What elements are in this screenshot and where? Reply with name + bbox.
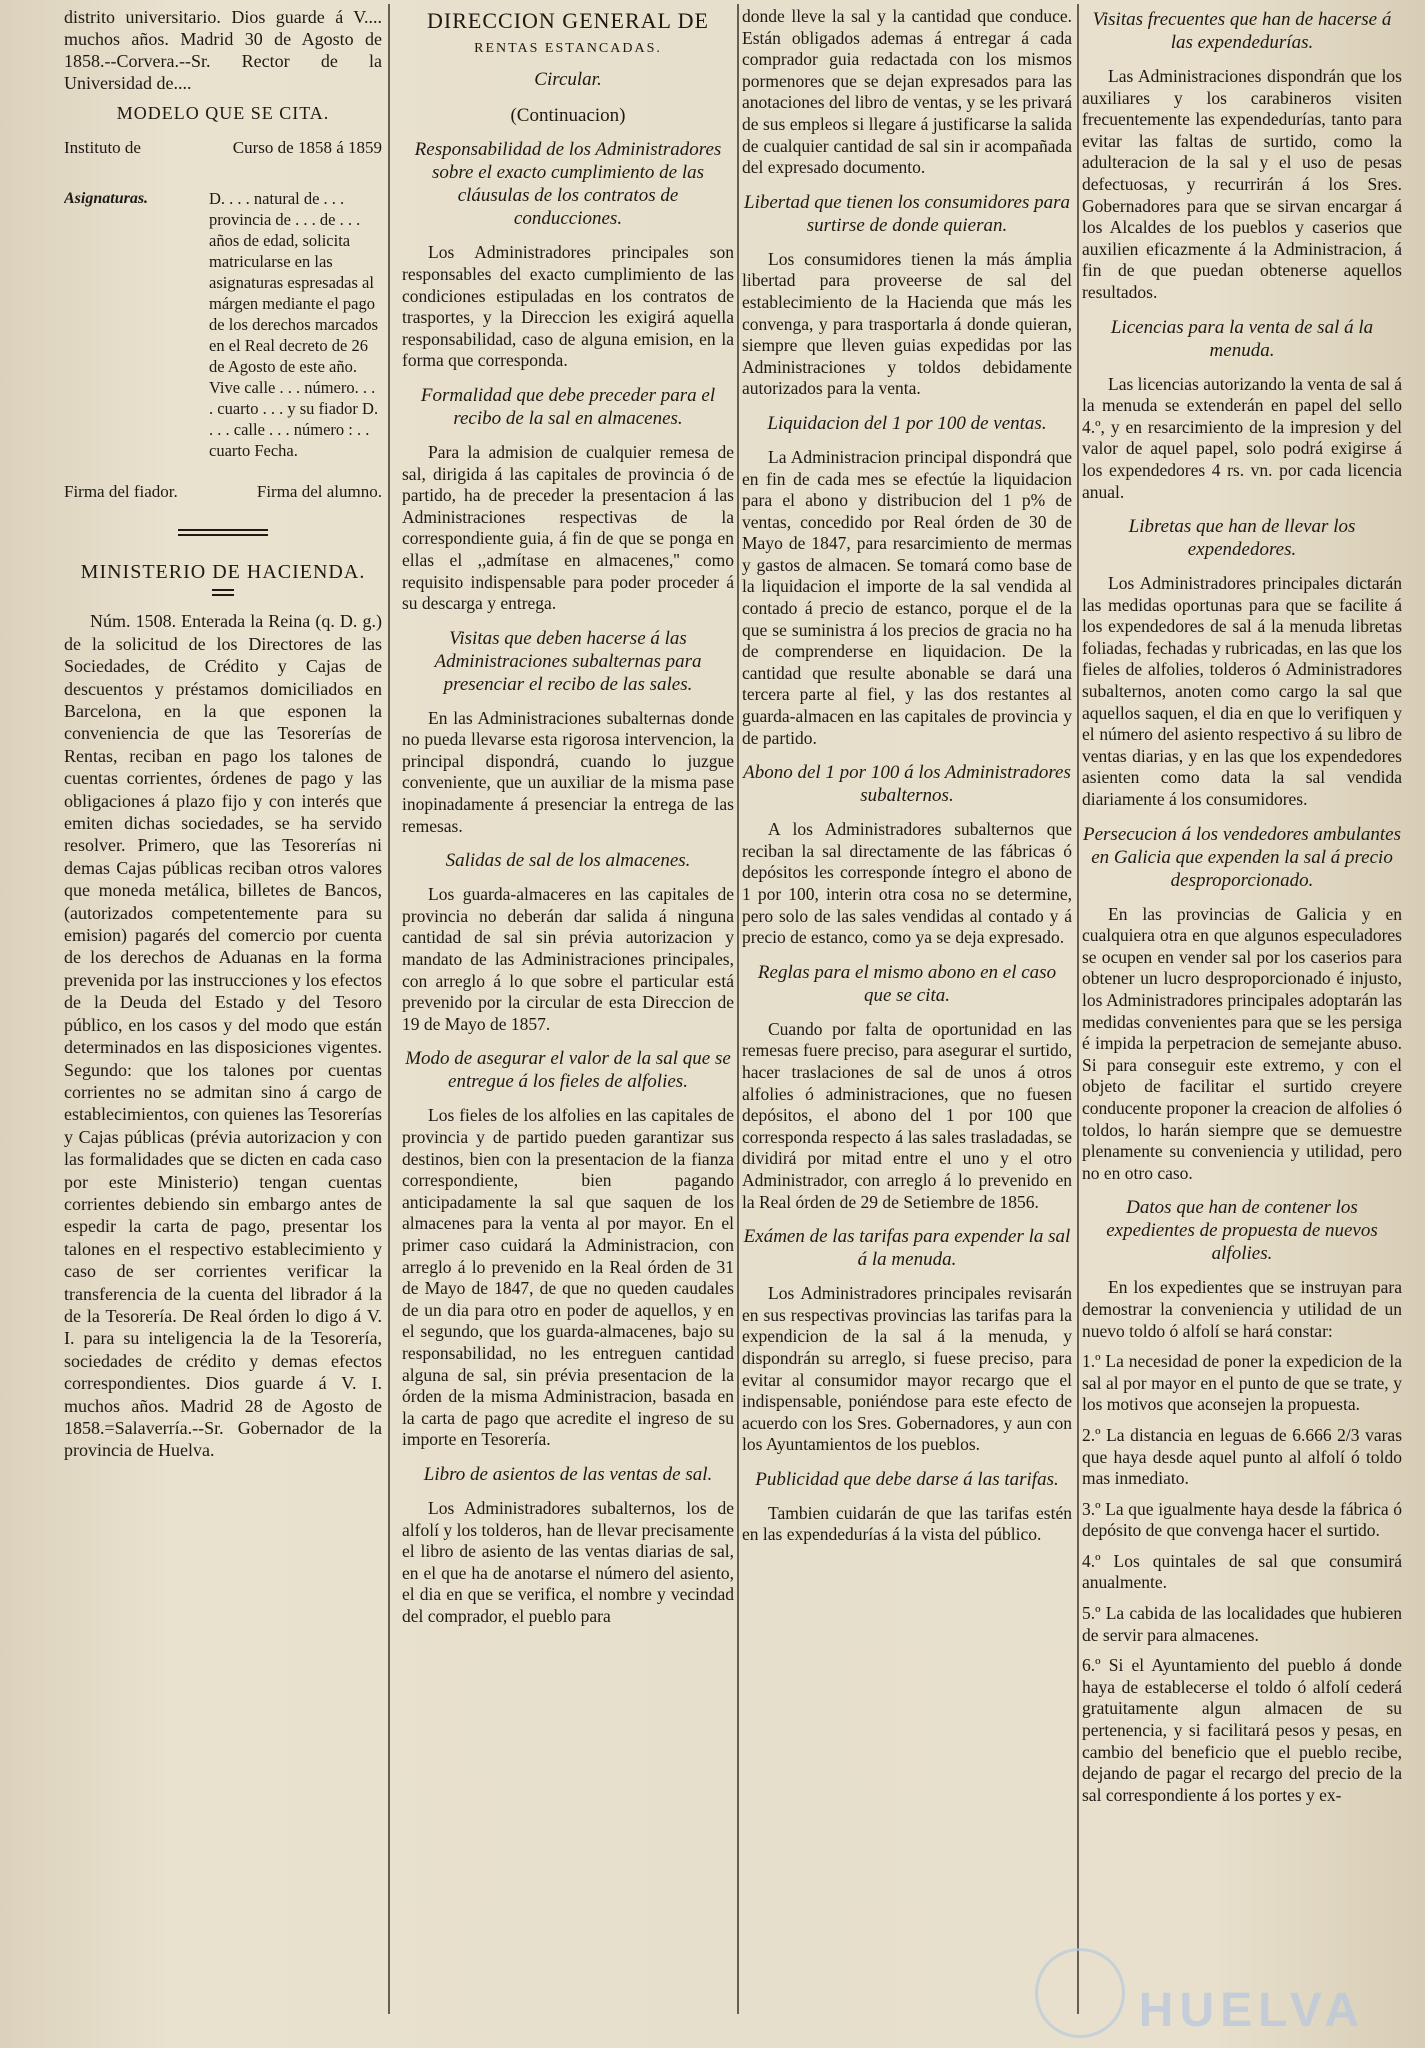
column-4	[1082, 6, 1402, 2036]
col3-heading-3: Abono del 1 por 100 á los Administradores subalternos.	[743, 762, 1071, 807]
col3-paragraph-6: Tambien cuidarán de que las tarifas estén en las expendedurías á la vista del público.	[742, 1502, 1072, 1545]
list-item: 1.º La necesidad de poner la expedicion de la sal al por mayor en el punto de que se trate, y los motivos que aconsejen la propuesta.	[1082, 1351, 1402, 1415]
col1-intro: distrito universitario. Dios guarde á V.... muchos años. Madrid 30 de Agosto de 1858.--Corvera.--Sr. Rector de la Universidad de....	[64, 7, 382, 93]
asignaturas-block	[64, 188, 382, 461]
asignaturas-text: D. . . . natural de . . . provincia de . . . de . . . años de edad, solicita matricularse en las asignaturas espresadas al márgen mediante el pago de los derechos marcados en el Real decreto de 26 de Agosto de este año. Vive calle . . . número. . . . cuarto . . . y su fiador D. . . . calle . . . número : . . cuarto Fecha.	[209, 189, 379, 461]
col3-heading-5: Exámen de las tarifas para expender la sal á la menuda.	[743, 1226, 1071, 1271]
col4-paragraph-2: Los Administradores principales dictarán las medidas oportunas para que se facilite á los expendedores de sal á la menuda libretas foliadas, fechadas y rubricadas, en las que los fieles de alfolies, tolderos ó Administradores subalternos, anoten como cargo la sal que aquellos saquen, el dia en que lo verifiquen y el número del asiento respectivo á su libro de ventas diarias, y en las que los expendedores asienten como data la sal vendida diariamente á los consumidores.	[1082, 573, 1402, 810]
asignaturas-label: Asignaturas.	[64, 190, 149, 208]
firma-fiador: Firma del fiador.	[64, 482, 178, 502]
double-rule	[212, 589, 234, 596]
list-item: 5.º La cabida de las localidades que hubieren de servir para almacenes.	[1082, 1603, 1402, 1645]
col4-heading-2: Libretas que han de llevar los expendedores.	[1128, 516, 1356, 561]
list-item: 6.º Si el Ayuntamiento del pueblo á donde haya de establecerse el toldo ó alfolí cederá gratuitamente algun almacen de su pertenencia, y si facilitará pesos y pesas, en cambio del beneficio que el pueblo recibe, dejando de pagar el recargo del precio de la sal correspondiente á los portes y ex-	[1082, 1655, 1402, 1805]
col2-paragraph-4: Los guarda-almaceres en las capitales de provincia no deberán dar salida á ninguna cantidad de sal sin prévia autorizacion y mandato de las Administraciones principales, con arreglo á lo que sobre el particular está prevenido por la circular de esta Direccion de 19 de Mayo de 1857.	[402, 884, 734, 1034]
column-2	[402, 6, 734, 2036]
col2-paragraph-3: En las Administraciones subalternas donde no pueda llevarse esta rigorosa intervencion, la principal dispondrá, cuando lo juzgue conveniente, que un auxiliar de la misma pase inopinadamente á presenciar la entrega de las remesas.	[402, 707, 734, 836]
col2-heading-4: Salidas de sal de los almacenes.	[445, 850, 691, 872]
col3-paragraph-3: A los Administradores subalternos que reciban la sal directamente de las fábricas ó depósitos les corresponde íntegro el abono de 1 por 100, interin otra cosa no se determine, pero solo de las sales vendidas al contado y á precio de estanco, como ya se deja expresado.	[742, 819, 1072, 948]
col2-heading-6: Libro de asientos de las ventas de sal.	[423, 1463, 713, 1485]
list-item: 3.º La que igualmente haya desde la fábrica ó depósito de que convenga hacer el surtido.	[1082, 1498, 1402, 1541]
firmas-row	[64, 481, 382, 503]
col2-paragraph-6: Los Administradores subalternos, los de alfolí y los tolderos, han de llevar precisamente el libro de asiento de las ventas diarias de sal, en el que ha de anotarse el número del asiento, el dia en que se verifica, el nombre y vecindad del comprador, el pueblo para	[402, 1497, 734, 1626]
instituto-row	[64, 137, 382, 159]
col4-heading-3: Persecucion á los vendedores ambulantes en Galicia que expenden la sal á precio desproporcionado.	[1083, 823, 1401, 891]
modelo-heading: MODELO QUE SE CITA.	[116, 103, 330, 123]
ministerio-heading: MINISTERIO DE HACIENDA.	[80, 560, 366, 583]
list-item: 4.º Los quintales de sal que consumirá anualmente.	[1082, 1550, 1402, 1593]
col4-paragraph-4: En los expedientes que se instruyan para demostrar la conveniencia y utilidad de un nuevo toldo ó alfolí se hará constar:	[1082, 1277, 1402, 1341]
direccion-subtitle: RENTAS ESTANCADAS.	[474, 40, 662, 56]
col4-paragraph-1: Las licencias autorizando la venta de sal á la menuda se extenderán en papel del sello 4.º, y en resarcimiento de la impresion y del valor de aquel papel, solo podrá exigirse á los expendedores 4 rs. vn. por cada licencia anual.	[1082, 373, 1402, 502]
col3-paragraph-2: La Administracion principal dispondrá que en fin de cada mes se efectúe la liquidacion para el abono y distribucion del 1 p% de ventas, concedido por Real órden de 30 de Mayo de 1847, para resarcimiento de mermas y gastos de almacen. Se tomará como base de la liquidacion el importe de la sal vendida al contado á precio de estanco, porque el de la que se suministra á los precios de gracia no ha de comprenderse en liquidacion. De la cantidad que resulte abonable se dará una tercera parte al fiel, y las dos restantes al guarda-almacen en las capitales de provincia y de partido.	[742, 446, 1072, 748]
column-rule-2	[737, 4, 739, 2014]
column-1	[64, 6, 382, 2036]
col2-heading-3: Visitas que deben hacerse á las Administraciones subalternas para presenciar el recibo de las sales.	[434, 627, 702, 695]
firma-alumno: Firma del alumno.	[256, 482, 382, 502]
col2-paragraph-2: Para la admision de cualquier remesa de sal, dirigida á las capitales de provincia ó de partido, ha de preceder la presentacion á las Administraciones respectivas de la correspondiente guia, á fin de que se ponga en ellas el ,,admítase en almacenes,'' como requisito indispensable para poder proceder á su descarga y entrega.	[402, 441, 734, 614]
col3-paragraph-5: Los Administradores principales revisarán en sus respectivas provincias las tarifas para la expendicion de la sal á la menuda, y dispondrán su arreglo, si fuese preciso, para evitar al consumidor mayor recargo que el indispensable, poniéndose para este efecto de acuerdo con los Sres. Gobernadores, y aun con los Ayuntamientos de los pueblos.	[742, 1283, 1072, 1455]
col3-heading-1: Libertad que tienen los consumidores para surtirse de donde quieran.	[744, 191, 1070, 236]
circular-label: Circular.	[534, 69, 602, 91]
seal-icon	[1035, 1948, 1125, 2038]
col2-heading-1: Responsabilidad de los Administradores sobre el exacto cumplimiento de las cláusulas de los contratos de conducciones.	[414, 139, 722, 230]
col4-paragraph-3: En las provincias de Galicia y en cualquiera otra en que algunos especuladores se ocupen en vender sal por los caserios para obtener un lucro desproporcionado é injusto, los Administradores principales adoptarán las medidas convenientes para que se les persiga é impida la perpetracion de semejante abuso. Si para conseguir este extremo, y con el objeto de facilitar el surtido creyere conducente proponer la creacion de alfolies ó toldos, lo harán siempre que se demuestre plenamente su conveniencia y utilidad, pero no en otro caso.	[1082, 903, 1402, 1183]
col3-heading-2: Liquidacion del 1 por 100 de ventas.	[767, 412, 1047, 434]
col2-heading-5: Modo de asegurar el valor de la sal que se entregue á los fieles de alfolies.	[405, 1048, 731, 1093]
list-item: 2.º La distancia en leguas de 6.666 2/3 varas que haya desde aquel punto al alfolí ó toldo mas inmediato.	[1082, 1424, 1402, 1489]
col4-heading-1: Licencias para la venta de sal á la menuda.	[1110, 316, 1374, 361]
col3-heading-4: Reglas para el mismo abono en el caso que se cita.	[757, 961, 1057, 1006]
col4-heading-4: Datos que han de contener los expedientes de propuesta de nuevos alfolies.	[1106, 1197, 1378, 1265]
archive-watermark	[1035, 1918, 1365, 2038]
col3-paragraph-4: Cuando por falta de oportunidad en las remesas fuere preciso, para asegurar el surtido, hacer traslaciones de sal de unos á otros alfolies ó administraciones, que no fuesen depósitos, el abono del 1 por 100 que corresponda respecto á las sales trasladadas, se dividirá por mitad entre el uno y el otro Administrador, con arreglo á lo prevenido en la Real órden de 29 de Setiembre de 1856.	[742, 1018, 1072, 1212]
col4-list	[1082, 1351, 1402, 1806]
col4-paragraph-0: Las Administraciones dispondrán que los auxiliares y los carabineros visiten frecuentemente las expendedurías, tanto para evitar las faltas de surtido, como la adulteracion de la sal y el uso de pesas defectuosas, y recurrirán á los Sres. Gobernadores para que se sirvan encargar á los Alcaldes de los pueblos y caserios que auxilien eficazmente á la Administracion, á fin de que puedan obtenerse aquellos resultados.	[1082, 66, 1402, 302]
col2-paragraph-1: Los Administradores principales son responsables del exacto cumplimiento de las condiciones estipuladas en los contratos de trasportes, y la Direccion les exigirá aquella responsabilidad, caso de alguna emision, en la forma que corresponda.	[402, 242, 734, 371]
col2-paragraph-5: Los fieles de los alfolies en las capitales de provincia y de partido pueden garantizar sus destinos, bien con la presentacion de la fianza correspondiente, bien pagando anticipadamente la sal que saquen de los almacenes para la venta al por mayor. En el primer caso cuidará la Administracion, con arreglo á lo prevenido en la Real órden de 31 de Mayo de 1847, de que no queden caudales de un dia para otro en poder de aquellos, y en el segundo, que los guarda-almacenes, bajo su responsabilidad, no les entreguen cantidad alguna de sal, sin prévia presentacion de la órden de la misma Administracion, basada en la carta de pago que acredite el ingreso de su importe en Tesorería.	[402, 1105, 734, 1450]
col3-paragraph-1: Los consumidores tienen la más ámplia libertad para proveerse de sal del establecimiento de la Hacienda que más les convenga, y para trasportarla á donde quieran, siempre que lleven guias expedidas por las Administraciones y toldos debidamente autorizados para la venta.	[742, 248, 1072, 399]
column-rule-3	[1077, 4, 1079, 2014]
column-3	[742, 6, 1072, 2036]
col4-heading-0: Visitas frecuentes que han de hacerse á las expendedurías.	[1092, 9, 1392, 53]
col1-num-text: Núm. 1508. Enterada la Reina (q. D. g.) de la solicitud de los Directores de las Sociedades, de Crédito y Cajas de descuentos y préstamos domiciliados en Barcelona, en la que esponen la conveniencia de que las Tesorerías de Rentas, reciban en pago los talones de cuentas corrientes, órdenes de pago y las obligaciones á plazo fijo y con interés que emiten dichas sociedades, se ha servido resolver. Primero, que las Tesorerías ni demas Cajas públicas reciban otros valores que moneda metálica, billetes de Bancos, (autorizados competentemente para su emision) pagarés del comercio por cuenta de los derechos de Aduanas en la forma prevenida por las instrucciones y los efectos de la Deuda del Estado y del Tesoro público, en los casos y del modo que están determinados en las disposiciones vigentes. Segundo: que los talones por cuentas corrientes no se admitan sino á cargo de establecimientos, con quienes las Tesorerías y Cajas públicas (prévia autorizacion y con las formalidades que se dicten en cada caso por este Ministerio) tengan cuentas corrientes debiendo sin embargo antes de espedir la carta de pago, presentar los talones en el respectivo establecimiento y caso de ser corrientes verificar la transferencia de la cuenta del librador á la de la Tesorería. De Real órden lo digo á V. I. para su inteligencia la de la Tesorería, sociedades de crédito y demas efectos correspondientes. Dios guarde á V. I. muchos años. Madrid 28 de Agosto de 1858.=Salaverría.--Sr. Gobernador de la provincia de Huelva.	[64, 611, 382, 1461]
column-rule-1	[388, 4, 390, 2014]
col2-heading-2: Formalidad que debe preceder para el recibo de la sal en almacenes.	[420, 384, 716, 429]
col3-heading-6: Publicidad que debe darse á las tarifas.	[755, 1468, 1059, 1490]
continuacion-label: (Continuacion)	[510, 104, 626, 126]
watermark-text: HUELVA	[1138, 1984, 1365, 2037]
col3-paragraph-0: donde lleve la sal y la cantidad que conduce. Están obligados ademas á entregar á cada comprador guia redactada con los mismos pormenores que se dejan expresados para las anotaciones del libro de ventas, y se les privará de sus empleos si llegare á justificarse la salida de cualquier cantidad de sal sin ir acompañada del expresado documento.	[742, 6, 1072, 178]
direccion-title: DIRECCION GENERAL DE	[427, 8, 709, 33]
section-separator	[178, 529, 268, 536]
curso-label: Curso de 1858 á 1859	[232, 137, 382, 157]
instituto-label: Instituto de	[64, 137, 141, 157]
